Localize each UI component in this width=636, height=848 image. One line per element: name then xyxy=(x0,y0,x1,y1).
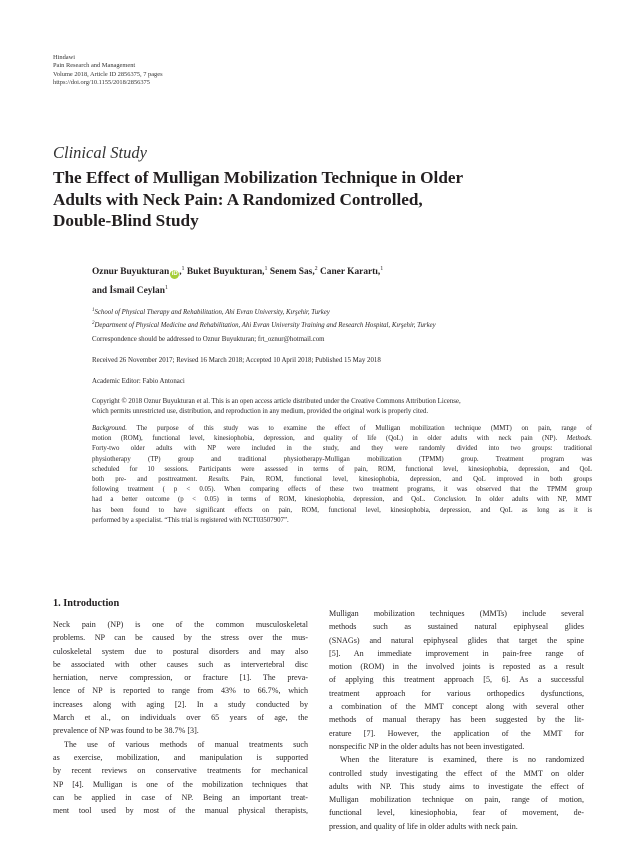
abstract-line: has been found to have significant effects on pain, ROM, functional level, kinesiophobia, depression, and QoL as long as it is xyxy=(92,506,592,514)
article-type: Clinical Study xyxy=(53,143,147,162)
abstract-line: motion (ROM), functional level, kinesiophobia, depression, and quality of life (QoL) in older adults with neck pain (NP). Methods. xyxy=(92,435,592,443)
abstract xyxy=(92,424,592,526)
abstract-line: had a better outcome (p < 0.05) in terms of ROM, kinesiophobia, depression, and QoL. Conclusion. In older adults with NP, MMT xyxy=(92,496,592,504)
title-line: The Effect of Mulligan Mobilization Technique in Older xyxy=(53,168,464,187)
body-line: culoskeletal system due to postural disorders and may also xyxy=(53,646,308,656)
abstract-line: both pre- and posttreatment. Results. Pain, ROM, functional level, kinesiophobia, depression, and QoL improved in both groups xyxy=(92,476,592,484)
body-line: adults with NP. This study aims to investigate the effect of xyxy=(329,781,584,791)
author-affiliation-mark: 2 xyxy=(314,266,318,272)
affiliation-number: 1 xyxy=(92,308,95,313)
publisher-name: Hindawi xyxy=(53,54,76,61)
body-line: herniation, nerve compression, or fracture [1]. The preva- xyxy=(53,673,308,683)
abstract-section-label: Background. xyxy=(92,425,127,432)
body-line: Neck pain (NP) is one of the common musculoskeletal xyxy=(53,620,308,629)
author-affiliation-mark: 1 xyxy=(164,284,168,291)
author-name[interactable]: and İsmail Ceylan xyxy=(92,285,165,296)
abstract-line: scheduled for 10 sessions. Participants were assessed in terms of pain, ROM, functional level, kinesiophobia, depression, and QoL xyxy=(92,465,592,473)
body-line: of applying this treatment approach [5, 6]. As a successful xyxy=(329,675,584,685)
author-affiliation-mark: 1 xyxy=(380,266,384,272)
author-list xyxy=(92,262,572,299)
volume-info: Volume 2018, Article ID 2856375, 7 pages xyxy=(53,70,163,78)
copyright-line: which permits unrestricted use, distribution, and reproduction in any medium, provided the original work is properly cited. xyxy=(92,408,429,416)
author-name[interactable]: Buket Buyukturan, xyxy=(186,267,265,277)
author-name[interactable]: Caner Karartı, xyxy=(320,267,381,277)
body-line: ment tool used by most of the manual physical therapists, xyxy=(53,806,308,816)
body-line: Mulligan mobilization techniques (MMTs) include several xyxy=(329,609,584,618)
affiliation-item xyxy=(92,319,436,332)
abstract-section-label: Methods. xyxy=(566,435,592,443)
body-line: problems. NP can be caused by the stress over the mus- xyxy=(53,633,308,643)
body-line: The use of various methods of manual treatments such xyxy=(64,739,308,749)
body-line: can be applied in case of NP. Being an important treat- xyxy=(53,792,308,802)
body-line: as exercise, mobilization, and manipulation is supported xyxy=(53,752,308,762)
journal-masthead xyxy=(53,54,163,87)
body-column-left xyxy=(53,618,308,817)
body-line: increases along with aging [2]. In a study conducted by xyxy=(53,699,308,709)
body-line: lence of NP is reported to range from 43% to 66.7%, which xyxy=(53,686,308,696)
author-affiliation-mark: 1 xyxy=(181,266,185,272)
affiliation-text: School of Physical Therapy and Rehabilitation, Ahi Evran University, Kırşehir, Turkey xyxy=(94,309,330,316)
body-line: treatment approach for various orthopedics dysfunctions, xyxy=(329,688,584,698)
body-line: motion (ROM) in the involved joints is reposted as a result xyxy=(329,662,584,672)
doi-link[interactable]: https://doi.org/10.1155/2018/2856375 xyxy=(53,78,150,86)
author-name[interactable]: Oznur Buyukturan xyxy=(92,267,170,277)
abstract-line: physiotherapy (TP) group and traditional physiotherapy-Mulligan mobilization (TPMM) group. Treatment program was xyxy=(92,455,592,463)
abstract-line: Forty-two older adults with NP were included in the study, and they were randomly divided into two groups: traditional xyxy=(92,445,592,453)
affiliation-number: 2 xyxy=(92,320,95,326)
abstract-line: performed by a specialist. “This trial is registered with NCT03507907”. xyxy=(92,516,289,524)
journal-name: Pain Research and Management xyxy=(53,62,136,70)
body-line: methods such as sustained natural epiphyseal glides xyxy=(329,622,584,632)
body-line: a combination of the MMT concept along with several other xyxy=(329,702,584,712)
body-line: functional level, kinesiophobia, fear of movement, de- xyxy=(329,808,584,818)
section-heading: 1. Introduction xyxy=(53,598,120,609)
orcid-icon[interactable]: iD xyxy=(171,271,178,277)
body-line: nonspecific NP in the older adults has not been investigated. xyxy=(329,741,525,751)
abstract-line: Background. The purpose of this study was to examine the effect of Mulligan mobilization technique (MMT) on pain, range of xyxy=(92,425,592,432)
author-name[interactable]: Senem Sas, xyxy=(269,267,315,277)
body-line: When the literature is examined, there is no randomized xyxy=(340,755,584,765)
correspondence: Correspondence should be addressed to Oznur Buyukturan; frt_oznur@hotmail.com xyxy=(92,336,325,343)
body-line: prevalence of NP was found to be 38.7% [3]. xyxy=(53,726,199,736)
affiliations xyxy=(92,306,436,331)
body-line: controlled study investigating the effect of the MMT on older xyxy=(329,768,584,778)
body-line: by recent reviews on conservative treatments for mechanical xyxy=(53,766,308,776)
academic-editor: Academic Editor: Fabio Antonaci xyxy=(92,378,185,385)
copyright-notice xyxy=(92,397,592,417)
body-line: [5]. An immediate improvement in pain-free range of xyxy=(329,648,584,658)
body-line: be associated with other causes such as intervertebral disc xyxy=(53,659,308,669)
body-line: methods of manual therapy has been suggested by the lit- xyxy=(329,715,584,725)
body-line: pression, and quality of life in older adults with neck pain. xyxy=(329,821,518,831)
affiliation-text: Department of Physical Medicine and Rehabilitation, Ahi Evran University Training and Research Hospital, Kırşehir, Turkey xyxy=(94,321,436,329)
article-title xyxy=(53,167,593,232)
body-line: NP [4]. Mulligan is one of the mobilization techniques that xyxy=(53,779,308,789)
abstract-line: following treatment ( p < 0.05). When comparing effects of these two treatment programs, it was observed that the TPMM group xyxy=(92,486,592,494)
title-line: Double-Blind Study xyxy=(53,211,199,230)
affiliation-item xyxy=(92,306,436,319)
abstract-section-label: Conclusion. xyxy=(433,496,467,504)
abstract-section-label: Results. xyxy=(208,476,230,484)
publication-dates: Received 26 November 2017; Revised 16 March 2018; Accepted 10 April 2018; Published 15 May 2018 xyxy=(92,357,381,364)
body-line: erature [7]. However, the application of the MMT for xyxy=(329,728,584,738)
author-affiliation-mark: 1 xyxy=(264,266,268,272)
body-column-right xyxy=(329,607,584,833)
author-line: Oznur Buyukturan iD ,$^1$ Buket Buyukturan,$^1$ Senem Sas,$^2$ Caner Karartı,$^1$ xyxy=(92,266,384,277)
copyright-line: Copyright © 2018 Oznur Buyukturan et al. This is an open access article distributed under the Creative Commons Attribution License, xyxy=(92,398,461,405)
body-line: March et al., on individuals over 65 years of age, the xyxy=(53,713,308,723)
title-line: Adults with Neck Pain: A Randomized Controlled, xyxy=(53,189,423,209)
body-line: Mulligan mobilization technique on pain, range of motion, xyxy=(329,795,584,805)
author-line xyxy=(92,281,572,300)
body-line: (SNAGs) and natural epiphyseal glides that target the spine xyxy=(329,635,584,645)
